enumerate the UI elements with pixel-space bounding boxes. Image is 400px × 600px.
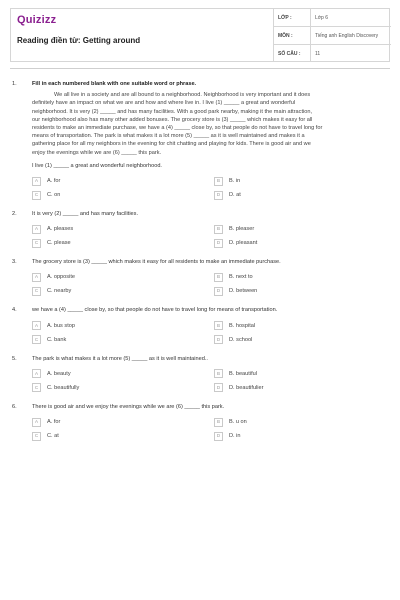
option-c[interactable]: [32, 236, 214, 250]
option-text: C. at: [47, 432, 59, 439]
option-d[interactable]: [214, 236, 396, 250]
passage-line: enjoy the evenings while we are (6) _____ this park.: [32, 149, 162, 156]
answer-options: [32, 222, 388, 250]
option-letter-box: B: [214, 177, 223, 186]
question-5: [12, 355, 388, 395]
passage-line: our neighborhood also has many other added bonuses. The grocery store is (3) _____ which makes it easy for all: [32, 116, 313, 123]
option-letter-box: D: [214, 239, 223, 248]
option-letter-box: B: [214, 225, 223, 234]
option-d[interactable]: [214, 333, 396, 347]
option-d[interactable]: [214, 188, 396, 202]
option-letter-box: D: [214, 383, 223, 392]
question-number: 3.: [12, 259, 17, 266]
option-c[interactable]: [32, 188, 214, 202]
option-letter-box: B: [214, 369, 223, 378]
option-text: A. bus stop: [47, 322, 75, 329]
question-stem: It is very (2) _____ and has many facilities.: [32, 211, 139, 218]
passage-line: means of transportation. The park is what makes it a lot more (5) _____ as it is well maintained and makes it a: [32, 133, 305, 140]
option-text: C. please: [47, 240, 71, 247]
option-text: D. at: [229, 191, 241, 198]
meta-table: [273, 9, 391, 61]
option-text: B. u on: [229, 418, 247, 425]
answer-options: [32, 367, 388, 395]
option-text: D. pleasant: [229, 240, 258, 247]
option-d[interactable]: [214, 284, 396, 298]
option-a[interactable]: [32, 174, 214, 188]
option-d[interactable]: [214, 429, 396, 443]
option-text: D. school: [229, 336, 253, 343]
question-number: 1.: [12, 81, 17, 87]
question-6: [12, 403, 388, 443]
option-a[interactable]: [32, 270, 214, 284]
option-text: C. beautifully: [47, 384, 80, 391]
option-letter-box: D: [214, 335, 223, 344]
worksheet-title: Reading điền từ: Getting around: [17, 36, 141, 45]
answer-options: [32, 415, 388, 443]
option-text: D. between: [229, 288, 258, 295]
question-1: [12, 80, 388, 202]
meta-row-count: [274, 45, 391, 62]
option-text: C. bank: [47, 336, 67, 343]
meta-label: LỚP :: [278, 14, 292, 21]
option-b[interactable]: [214, 367, 396, 381]
question-number: 6.: [12, 403, 17, 410]
option-letter-box: A: [32, 177, 41, 186]
option-text: A. beauty: [47, 370, 71, 377]
meta-value: 11: [310, 45, 391, 62]
question-list: [12, 80, 388, 443]
option-a[interactable]: [32, 415, 214, 429]
option-a[interactable]: [32, 367, 214, 381]
option-letter-box: B: [214, 418, 223, 427]
option-c[interactable]: [32, 284, 214, 298]
passage-line: residents to make an immediate purchase, we have a (4) _____ close by, so that people do not have to travel long for: [32, 125, 323, 132]
meta-value: Tiếng anh English Discovery: [310, 27, 391, 44]
option-letter-box: C: [32, 383, 41, 392]
option-b[interactable]: [214, 319, 396, 333]
passage-line: definitely have an impact on what we are and how and where live in. I live (1) _____ a great and wonderful: [32, 100, 296, 107]
answer-options: [32, 319, 388, 347]
option-letter-box: C: [32, 432, 41, 441]
option-letter-box: D: [214, 191, 223, 200]
passage-line: gathering place for all my neighbors in the evening for chit chatting and playing for kids. There is good air and we: [32, 141, 311, 148]
question-stem: we have a (4) _____ close by, so that people do not have to travel long for means of transportation.: [32, 307, 278, 314]
option-b[interactable]: [214, 174, 396, 188]
question-number: 5.: [12, 355, 17, 362]
meta-row-class: [274, 9, 391, 27]
option-letter-box: C: [32, 335, 41, 344]
option-letter-box: A: [32, 418, 41, 427]
quizizz-logo: Quizizz: [17, 14, 57, 26]
meta-value: Lớp 6: [310, 9, 391, 26]
answer-options: [32, 174, 388, 202]
question-stem: I live (1) _____ a great and wonderful neighborhood.: [32, 162, 162, 169]
option-c[interactable]: [32, 333, 214, 347]
option-b[interactable]: [214, 415, 396, 429]
option-letter-box: A: [32, 321, 41, 330]
answer-options: [32, 270, 388, 298]
option-text: C. nearby: [47, 288, 72, 295]
option-letter-box: A: [32, 225, 41, 234]
option-letter-box: A: [32, 369, 41, 378]
option-c[interactable]: [32, 429, 214, 443]
option-text: B. pleaser: [229, 226, 255, 233]
question-3: [12, 258, 388, 298]
option-text: B. hospital: [229, 322, 256, 329]
question-2: [12, 210, 388, 250]
option-letter-box: B: [214, 273, 223, 282]
option-text: A. for: [47, 418, 61, 425]
question-stem: The park is what makes it a lot more (5) _____ as it is well maintained..: [32, 355, 208, 362]
option-text: D. in: [229, 432, 241, 439]
header-divider: [10, 68, 390, 69]
option-letter-box: B: [214, 321, 223, 330]
option-b[interactable]: [214, 222, 396, 236]
worksheet-header: [10, 8, 390, 62]
question-stem: There is good air and we enjoy the evenings while we are (6) _____ this park.: [32, 403, 225, 410]
option-text: B. beautiful: [229, 370, 257, 377]
option-letter-box: D: [214, 432, 223, 441]
option-a[interactable]: [32, 319, 214, 333]
option-c[interactable]: [32, 381, 214, 395]
option-text: D. beautifulier: [229, 384, 264, 391]
passage-line: We all live in a society and are all bound to a neighborhood. Neighborhood is very important and it does: [54, 92, 311, 99]
meta-label: SỐ CÂU :: [278, 50, 301, 57]
option-letter-box: C: [32, 239, 41, 248]
option-text: B. in: [229, 177, 241, 184]
question-number: 4.: [12, 307, 17, 314]
option-d[interactable]: [214, 381, 396, 395]
option-text: A. opposite: [47, 274, 75, 281]
option-text: C. on: [47, 191, 61, 198]
passage-line: neighborhood. It is very (2) _____ and has many facilities. With a good park nearby, making it the main attraction,: [32, 108, 313, 115]
option-text: B. next to: [229, 274, 253, 281]
option-letter-box: D: [214, 287, 223, 296]
option-letter-box: A: [32, 273, 41, 282]
meta-row-subject: [274, 27, 391, 45]
question-instruction: Fill in each numbered blank with one suitable word or phrase.: [32, 81, 197, 87]
reading-passage: [32, 91, 388, 157]
question-number: 2.: [12, 211, 17, 218]
option-a[interactable]: [32, 222, 214, 236]
question-4: [12, 306, 388, 346]
question-stem: The grocery store is (3) _____ which makes it easy for all residents to make an immediate purchase.: [32, 259, 281, 266]
option-letter-box: C: [32, 287, 41, 296]
option-b[interactable]: [214, 270, 396, 284]
option-letter-box: C: [32, 191, 41, 200]
option-text: A. pleases: [47, 226, 74, 233]
option-text: A. for: [47, 177, 61, 184]
meta-label: MÔN :: [278, 32, 293, 39]
